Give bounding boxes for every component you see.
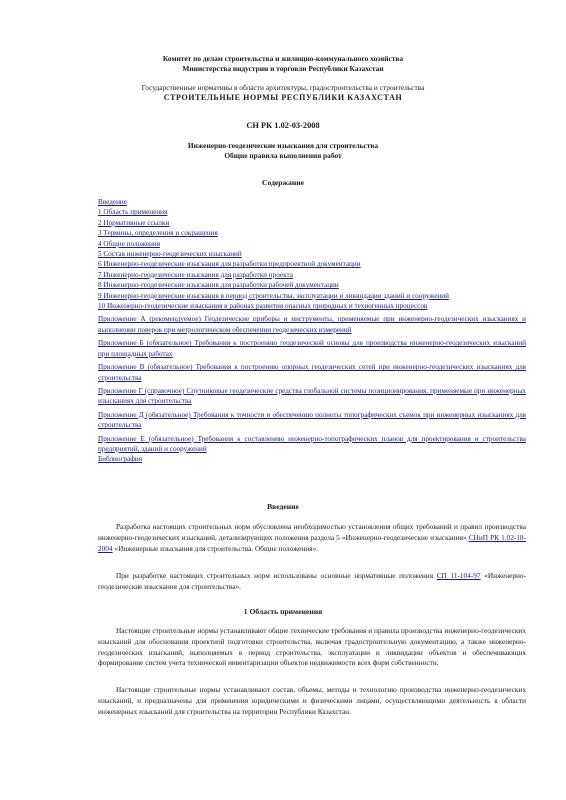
- scope-paragraph-2: [98, 685, 526, 717]
- toc-link-section-4[interactable]: 4 Общие положения: [98, 239, 161, 248]
- intro-p1-tail: «Инженерные изыскания для строительства. Общие положения».: [114, 543, 318, 553]
- norms-line: Государственные нормативы в области архитектуры, градостроительства и строительства: [141, 83, 425, 93]
- intro-p2-text: При разработке настоящих строительных норм использованы основные нормативные положения: [116, 571, 434, 580]
- intro-paragraph-2: [98, 571, 526, 593]
- intro-title: Введение: [267, 502, 299, 511]
- org-line-1: Комитет по делам строительства и жилищно-коммунального хозяйства: [162, 54, 404, 63]
- toc-link-section-10[interactable]: 10 Инженерно-геодезические изыскания в районах развития опасных природных и техногенных процессов: [98, 302, 428, 311]
- toc-link-appendix-v[interactable]: Приложение В (обязательное) Требования к построению опорных геодезических сетей при инженерно-геодезических изысканиях для строительства: [98, 363, 526, 382]
- scope-paragraph-1: [98, 626, 526, 669]
- toc-link-section-1[interactable]: 1 Область применения: [98, 208, 168, 217]
- toc-heading: Содержание: [262, 178, 304, 187]
- toc-link-appendix-e[interactable]: Приложение Е (обязательное) Требования к составлению инженерно-топографических планов для проектирования и строительства предприятий, зданий и сооружений: [98, 434, 526, 453]
- document-code: СН РК 1.02-03-2008: [246, 121, 320, 130]
- document-title: [0, 141, 566, 160]
- scope-p1-text: Настоящие строительные нормы устанавливают общие технические требования и правила производства инженерно-геодезических изысканий для обоснования проектной подготовки строительства, включая градостроительную документацию, а также инженерно-геодезических изысканий, выполняемых в период строительства, эксплуатации и ликвидации объектов и обеспечивающих формирование систем учета технической инвентаризации объектов недвижимости всех форм собственности.: [98, 626, 526, 668]
- toc-link-section-2[interactable]: 2 Нормативные ссылки: [98, 218, 170, 227]
- document-title-line-2: Общие правила выполнения работ: [224, 150, 342, 160]
- toc-link-bibliography[interactable]: Библиография: [98, 455, 143, 464]
- intro-p2-tail: «Инженерно-геодезические изыскания для строительства».: [98, 571, 526, 591]
- toc-link-section-8[interactable]: 8 Инженерно-геодезические изыскания для разработки рабочей документации: [98, 281, 339, 290]
- intro-link-sp[interactable]: СП 11-104-97: [436, 571, 481, 580]
- norms-caps-title: СТРОИТЕЛЬНЫЕ НОРМЫ РЕСПУБЛИКИ КАЗАХСТАН: [163, 92, 403, 102]
- toc-link-section-5[interactable]: 5 Состав инженерно-геодезических изысканий: [98, 250, 242, 259]
- toc-link-section-7[interactable]: 7 Инженерно-геодезические изыскания для разработки проекта: [98, 270, 293, 279]
- document-header: [0, 54, 566, 102]
- scope-p2-text: Настоящие строительные нормы устанавливают состав, объемы, методы и технологию производства инженерно-геодезических изысканий, и предназначены для применения юридическими и физическими лицами, осуществляющими деятельность в области инженерных изысканий для строительства на территории Республики Казахстан.: [98, 685, 526, 716]
- intro-paragraph-1: [98, 522, 526, 554]
- scope-title: 1 Область применения: [243, 607, 323, 616]
- toc-link-section-9[interactable]: 9 Инженерно-геодезические изыскания в период строительства, эксплуатации и ликвидации зданий и сооружений: [98, 291, 449, 300]
- org-line-2: Министерства индустрии и торговли Республики Казахстан: [182, 63, 384, 73]
- toc-link-appendix-b[interactable]: Приложение Б (обязательное) Требования к построению геодезической основы для производства инженерно-геодезических изысканий при площадных работах: [98, 339, 526, 358]
- toc-link-section-6[interactable]: 6 Инженерно-геодезические изыскания для разработки предпроектной документации: [98, 260, 361, 269]
- intro-link-snip[interactable]: СНиП РК 1.02-18-2004: [98, 532, 526, 553]
- intro-p1-text: Разработка настоящих строительных норм обусловлена необходимостью установления общих требований и правил производства инженерно-геодезических изысканий, детализирующих положения раздела 5 «Инженерно-геодезические изыскания»: [98, 522, 526, 542]
- toc-link-appendix-a[interactable]: Приложение А (рекомендуемое) Геодезические приборы и инструменты, применяемые при инженерно-геодезических изысканиях и выполнении поверок при метрологическом обеспечении геодезических измерений: [98, 315, 526, 334]
- document-title-line-1: Инженерно-геодезические изыскания для строительства: [187, 141, 379, 150]
- toc-link-appendix-g[interactable]: Приложение Г (справочное) Спутниковые геодезические средства глобальной системы позиционирования, применяемые при инженерных изысканиях для строительства: [98, 386, 526, 406]
- toc-link-appendix-d[interactable]: Приложение Д (обязательное) Требования к точности и обеспечению полноты топографических съемок при инженерных изысканиях для строительства: [98, 410, 526, 430]
- toc-link-intro[interactable]: Введение: [98, 198, 127, 206]
- table-of-contents: [98, 197, 526, 465]
- toc-link-section-3[interactable]: 3 Термины, определения и сокращения: [98, 229, 218, 238]
